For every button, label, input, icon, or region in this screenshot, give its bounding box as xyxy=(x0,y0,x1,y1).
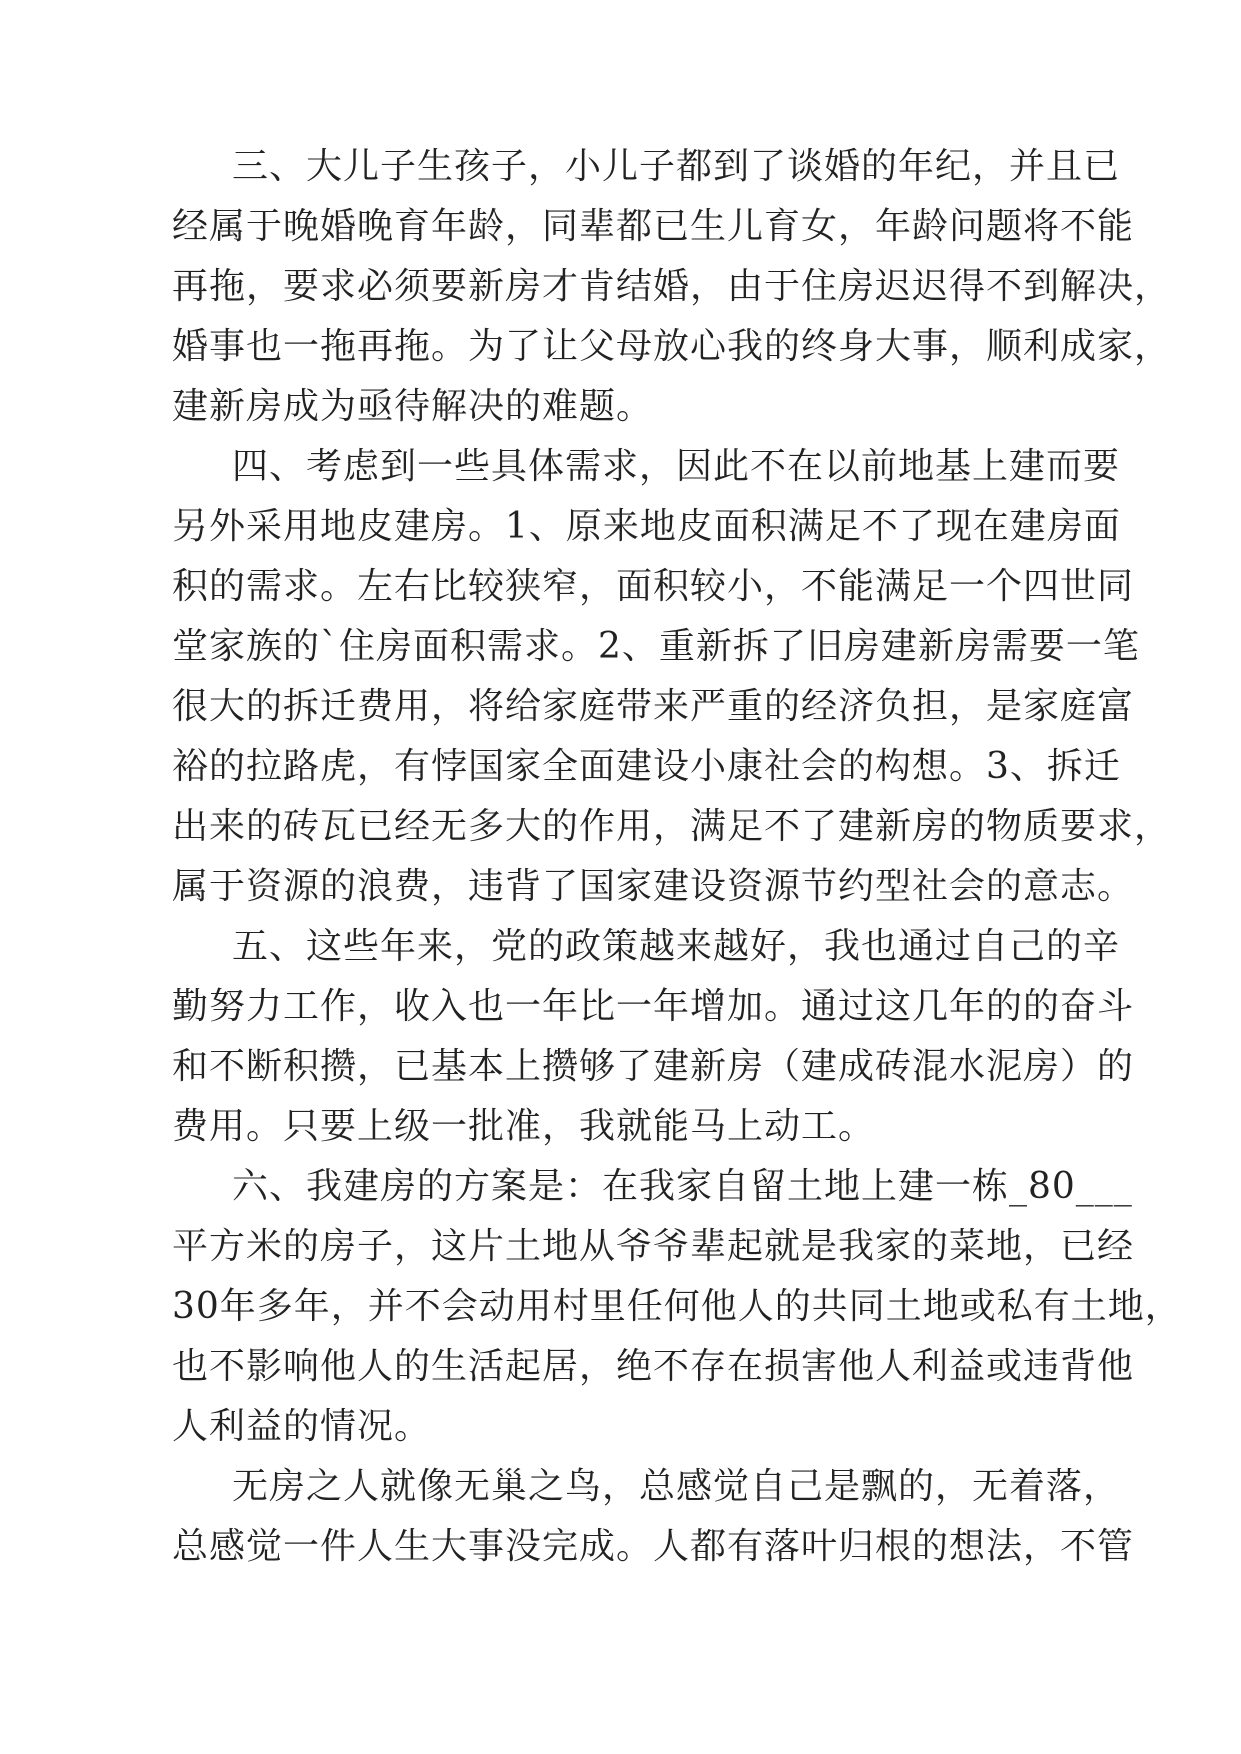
text-line: 堂家族的`住房面积需求。2、重新拆了旧房建新房需要一笔 xyxy=(172,626,1140,667)
text-line: 经属于晚婚晚育年龄，同辈都已生儿育女，年龄问题将不能 xyxy=(172,206,1135,247)
text-line: 建新房成为亟待解决的难题。 xyxy=(172,386,654,427)
text-line: 勤努力工作，收入也一年比一年增加。通过这几年的的奋斗 xyxy=(172,986,1135,1027)
text-line: 30年多年，并不会动用村里任何他人的共同土地或私有土地， xyxy=(172,1286,1182,1327)
text-line: 婚事也一拖再拖。为了让父母放心我的终身大事，顺利成家， xyxy=(172,326,1172,367)
text-line: 也不影响他人的生活起居，绝不存在损害他人利益或违背他 xyxy=(172,1346,1135,1387)
text-line: 属于资源的浪费，违背了国家建设资源节约型社会的意志。 xyxy=(172,866,1135,907)
text-line: 很大的拆迁费用，将给家庭带来严重的经济负担，是家庭富 xyxy=(172,686,1135,727)
text-line: 六、我建房的方案是：在我家自留土地上建一栋_80___ xyxy=(232,1166,1133,1207)
text-line: 和不断积攒，已基本上攒够了建新房（建成砖混水泥房）的 xyxy=(172,1046,1135,1087)
text-line: 平方米的房子，这片土地从爷爷辈起就是我家的菜地，已经 xyxy=(172,1226,1135,1267)
text-line: 费用。只要上级一批准，我就能马上动工。 xyxy=(172,1106,876,1147)
text-line: 四、考虑到一些具体需求，因此不在以前地基上建而要 xyxy=(232,446,1121,487)
text-line: 积的需求。左右比较狭窄，面积较小，不能满足一个四世同 xyxy=(172,566,1135,607)
text-line: 裕的拉路虎，有悖国家全面建设小康社会的构想。3、拆迁 xyxy=(172,746,1121,787)
text-line: 总感觉一件人生大事没完成。人都有落叶归根的想法，不管 xyxy=(172,1526,1135,1567)
text-line: 无房之人就像无巢之鸟，总感觉自己是飘的，无着落， xyxy=(232,1466,1121,1507)
text-line: 再拖，要求必须要新房才肯结婚，由于住房迟迟得不到解决， xyxy=(172,266,1172,307)
text-line: 出来的砖瓦已经无多大的作用，满足不了建新房的物质要求， xyxy=(172,806,1172,847)
text-line: 另外采用地皮建房。1、原来地皮面积满足不了现在建房面 xyxy=(172,506,1121,547)
text-line: 人利益的情况。 xyxy=(172,1406,432,1447)
text-line: 三、大儿子生孩子，小儿子都到了谈婚的年纪，并且已 xyxy=(232,146,1121,187)
text-line: 五、这些年来，党的政策越来越好，我也通过自己的辛 xyxy=(232,926,1121,967)
